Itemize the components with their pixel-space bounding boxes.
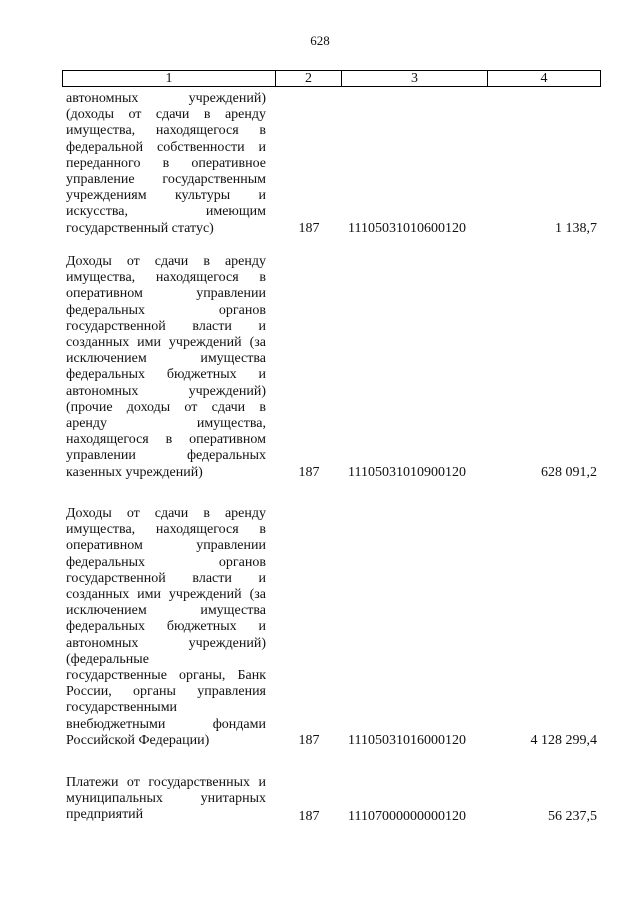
- row-description: [66, 775, 266, 824]
- description-line: государственной власти и: [66, 570, 266, 586]
- row-budget-code: 11105031010600120: [348, 221, 466, 236]
- row-description: [66, 506, 266, 749]
- description-line: внебюджетными фондами: [66, 716, 266, 732]
- description-line: находящегося в оперативном: [66, 432, 266, 448]
- header-col-4: 4: [540, 71, 548, 86]
- row-admin-code: 187: [298, 221, 320, 236]
- description-line: государственной власти и: [66, 318, 266, 334]
- row-amount: 4 128 299,4: [530, 733, 597, 748]
- description-line: (федеральные: [66, 651, 149, 667]
- row-amount: 56 237,5: [548, 809, 597, 824]
- description-line: учреждениям культуры и: [66, 188, 266, 204]
- row-description: [66, 254, 266, 481]
- header-col-3: 3: [342, 71, 488, 86]
- description-line: федеральных бюджетных и: [66, 619, 266, 635]
- row-amount: 1 138,7: [555, 221, 597, 236]
- row-amount: 628 091,2: [541, 465, 597, 480]
- description-line: государственный статус): [66, 220, 214, 236]
- description-line: федеральных органов: [66, 302, 266, 318]
- description-line: муниципальных унитарных: [66, 791, 266, 807]
- description-line: искусства, имеющим: [66, 204, 266, 220]
- description-line: федеральных бюджетных и: [66, 367, 266, 383]
- description-line: федеральных органов: [66, 554, 266, 570]
- description-line: Доходы от сдачи в аренду: [66, 506, 266, 521]
- description-line: оперативном управлении: [66, 286, 266, 302]
- description-line: автономных учреждений): [66, 91, 266, 106]
- description-line: государственными: [66, 700, 178, 716]
- description-line: созданных ими учреждений (за: [66, 335, 266, 351]
- description-line: исключением имущества: [66, 351, 266, 367]
- description-line: федеральной собственности и: [66, 139, 266, 155]
- description-line: переданного в оперативное: [66, 155, 266, 171]
- description-line: имущества, находящегося в: [66, 270, 266, 286]
- description-line: предприятий: [66, 807, 144, 823]
- description-line: оперативном управлении: [66, 538, 266, 554]
- row-description: [66, 91, 266, 237]
- description-line: России, органы управления: [66, 684, 266, 700]
- description-line: Российской Федерации): [66, 732, 210, 748]
- description-line: (доходы от сдачи в аренду: [66, 107, 266, 123]
- description-line: казенных учреждений): [66, 464, 203, 480]
- row-budget-code: 11105031010900120: [348, 465, 466, 480]
- description-line: имущества, находящегося в: [66, 123, 266, 139]
- header-col-2: 2: [276, 71, 342, 86]
- row-admin-code: 187: [298, 465, 320, 480]
- description-line: автономных учреждений): [66, 635, 266, 651]
- row-budget-code: 11105031016000120: [348, 733, 466, 748]
- page-number: 628: [310, 33, 330, 48]
- description-line: (прочие доходы от сдачи в: [66, 399, 266, 415]
- description-line: Доходы от сдачи в аренду: [66, 254, 266, 269]
- row-budget-code: 11107000000000120: [348, 809, 466, 824]
- description-line: управлении федеральных: [66, 448, 266, 464]
- description-line: государственные органы, Банк: [66, 668, 266, 684]
- description-line: управление государственным: [66, 172, 266, 188]
- description-line: созданных ими учреждений (за: [66, 587, 266, 603]
- row-admin-code: 187: [298, 733, 320, 748]
- description-line: Платежи от государственных и: [66, 775, 266, 790]
- description-line: имущества, находящегося в: [66, 522, 266, 538]
- description-line: исключением имущества: [66, 603, 266, 619]
- description-line: аренду имущества,: [66, 416, 266, 432]
- table-header: [62, 70, 601, 87]
- row-admin-code: 187: [298, 809, 320, 824]
- description-line: автономных учреждений): [66, 383, 266, 399]
- header-col-1: 1: [63, 71, 276, 86]
